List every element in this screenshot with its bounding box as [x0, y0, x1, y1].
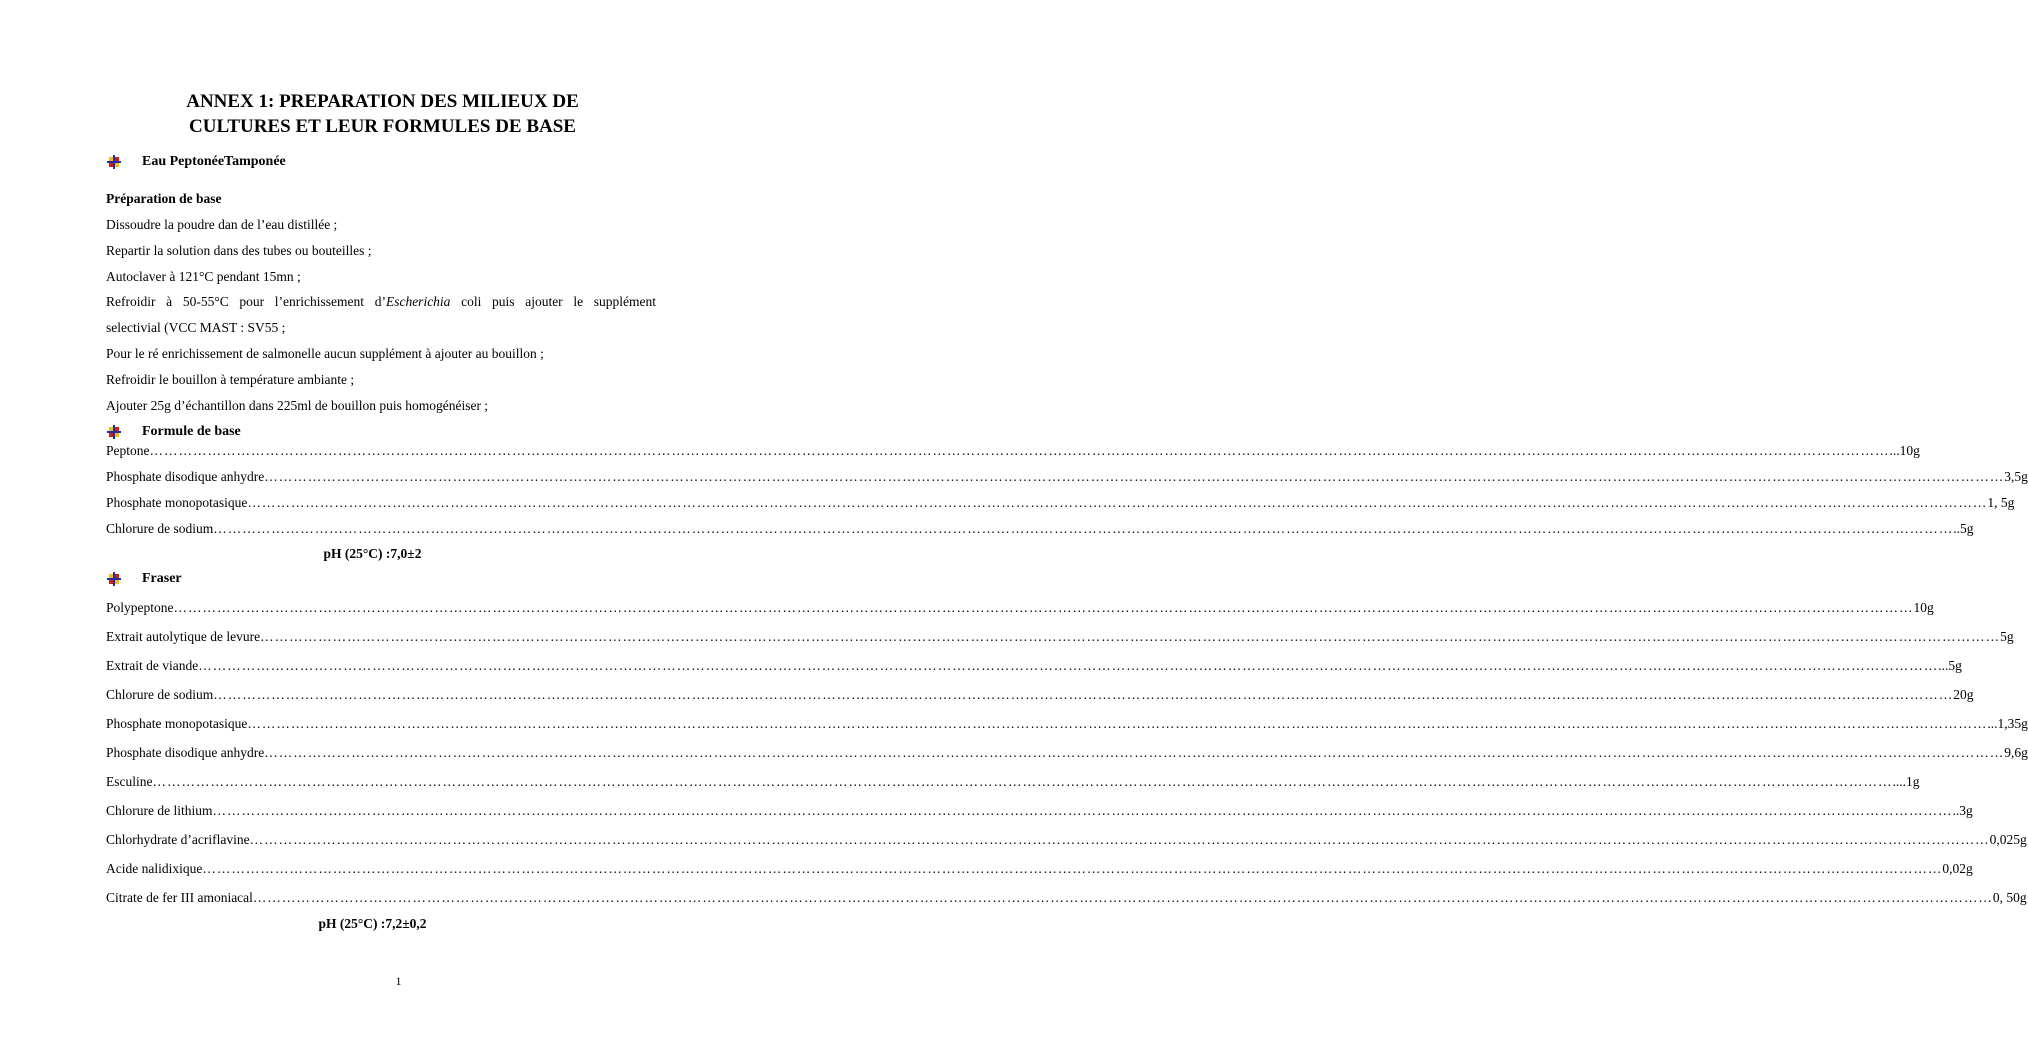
formula-row — [106, 600, 1934, 616]
ingredient-quantity: ...5g — [1938, 658, 1962, 673]
dot-leader: ……………………………………………………………………………………………………………………………………………………………………………………………………………………………………………………………………………………………………………………………… — [202, 861, 1943, 876]
ingredient-quantity: ...10g — [1889, 443, 1920, 458]
ingredient-name: Peptone — [106, 443, 150, 458]
dot-leader: ……………………………………………………………………………………………………………………………………………………………………………………………………………………………………………………………………………………………………………………………… — [173, 600, 1914, 615]
ingredient-quantity: ..5g — [1953, 521, 1974, 536]
section-heading-eau-peptonee — [107, 154, 286, 169]
ingredient-quantity: 20g — [1953, 687, 1974, 702]
ingredient-quantity: 0,025g — [1989, 832, 2027, 847]
formula-row — [106, 890, 2027, 906]
page-title — [0, 89, 745, 139]
dot-leader: ……………………………………………………………………………………………………………………………………………………………………………………………………………………………………………………………………………………………………………………………… — [249, 832, 1990, 847]
prep-step-4-before: Refroidir à 50-55°C pour l’enrichissement d’ — [106, 294, 386, 309]
dot-leader: ……………………………………………………………………………………………………………………………………………………………………………………………………………………………………………………………………………………………………………………………… — [252, 890, 1993, 905]
section-heading-fraser — [107, 571, 182, 586]
formula-row — [106, 774, 1920, 790]
ph-value-1: pH (25°C) :7,0±2 — [323, 546, 422, 561]
formula-row — [106, 687, 1974, 703]
prep-step-5: Pour le ré enrichissement de salmonelle aucun supplément à ajouter au bouillon ; — [106, 346, 544, 361]
ingredient-quantity: 3,5g — [2004, 469, 2028, 484]
prep-step-7: Ajouter 25g d’échantillon dans 225ml de bouillon puis homogénéiser ; — [106, 398, 489, 413]
formula-row — [106, 521, 1974, 537]
ingredient-name: Polypeptone — [106, 600, 174, 615]
formula-row — [106, 495, 2015, 511]
ph-value-2: pH (25°C) :7,2±0,2 — [318, 916, 427, 931]
formula-heading — [107, 424, 241, 439]
prep-step-3: Autoclaver à 121°C pendant 15mn ; — [106, 269, 301, 284]
formula-row — [106, 629, 2014, 645]
dot-leader: ……………………………………………………………………………………………………………………………………………………………………………………………………………………………………………………………………………………………………………………………… — [247, 495, 1988, 510]
ingredient-name: Phosphate monopotasique — [106, 495, 248, 510]
ingredient-name: Chlorure de sodium — [106, 687, 214, 702]
ingredient-quantity: ...1,35g — [1987, 716, 2028, 731]
ingredient-name: Esculine — [106, 774, 153, 789]
ingredient-name: Acide nalidixique — [106, 861, 203, 876]
formula-row — [106, 832, 2027, 848]
ingredient-quantity: 10g — [1913, 600, 1934, 615]
formula-row — [106, 745, 2028, 761]
dot-leader: ……………………………………………………………………………………………………………………………………………………………………………………………………………………………………………………………………………………………………………………………… — [198, 658, 1939, 673]
formula-row — [106, 469, 2028, 485]
section-heading-label: Fraser — [142, 571, 182, 586]
ingredient-name: Phosphate monopotasique — [106, 716, 248, 731]
ingredient-name: Extrait de viande — [106, 658, 199, 673]
formula-heading-label: Formule de base — [142, 424, 241, 439]
ingredient-name: Extrait autolytique de levure — [106, 629, 261, 644]
prep-step-2: Repartir la solution dans des tubes ou bouteilles ; — [106, 243, 372, 258]
ingredient-name: Chlorure de sodium — [106, 521, 214, 536]
ingredient-quantity: 1, 5g — [1987, 495, 2015, 510]
formula-row — [106, 861, 1973, 877]
dot-leader: ……………………………………………………………………………………………………………………………………………………………………………………………………………………………………………………………………………………………………………………………… — [260, 629, 2001, 644]
bullet-icon — [107, 572, 121, 586]
dot-leader: ……………………………………………………………………………………………………………………………………………………………………………………………………………………………………………………………………………………………………………………………… — [212, 803, 1953, 818]
formula-row — [106, 443, 1920, 459]
page-number: 1 — [395, 974, 402, 988]
prep-step-4 — [106, 294, 656, 310]
ingredient-name: Citrate de fer III amoniacal — [106, 890, 253, 905]
dot-leader: ……………………………………………………………………………………………………………………………………………………………………………………………………………………………………………………………………………………………………………………………… — [247, 716, 1988, 731]
ingredient-name: Chlorhydrate d’acriflavine — [106, 832, 250, 847]
ingredient-quantity: ..3g — [1952, 803, 1973, 818]
dot-leader: ……………………………………………………………………………………………………………………………………………………………………………………………………………………………………………………………………………………………………………………………… — [213, 521, 1954, 536]
dot-leader: ……………………………………………………………………………………………………………………………………………………………………………………………………………………………………………………………………………………………………………………………… — [149, 443, 1890, 458]
dot-leader: ……………………………………………………………………………………………………………………………………………………………………………………………………………………………………………………………………………………………………………………………… — [264, 745, 2005, 760]
prep-heading: Préparation de base — [106, 191, 222, 206]
ingredient-quantity: 5g — [2000, 629, 2014, 644]
formula-row — [106, 716, 2028, 732]
prep-step-6: Refroidir le bouillon à température ambiante ; — [106, 372, 355, 387]
dot-leader: ……………………………………………………………………………………………………………………………………………………………………………………………………………………………………………………………………………………………………………………………… — [264, 469, 2005, 484]
prep-step-4-continued: selectivial (VCC MAST : SV55 ; — [106, 320, 286, 335]
ingredient-name: Phosphate disodique anhydre — [106, 469, 265, 484]
ingredient-quantity: 0, 50g — [1992, 890, 2027, 905]
title-line-1: ANNEX 1: PREPARATION DES MILIEUX DE — [186, 91, 579, 112]
title-line-2: CULTURES ET LEUR FORMULES DE BASE — [189, 116, 576, 137]
dot-leader: ……………………………………………………………………………………………………………………………………………………………………………………………………………………………………………………………………………………………………………………………… — [152, 774, 1893, 789]
ingredient-quantity: ....1g — [1892, 774, 1920, 789]
formula-row — [106, 803, 1973, 819]
dot-leader: ……………………………………………………………………………………………………………………………………………………………………………………………………………………………………………………………………………………………………………………………… — [213, 687, 1954, 702]
ingredient-quantity: 9,6g — [2004, 745, 2028, 760]
prep-step-1: Dissoudre la poudre dan de l’eau distillée ; — [106, 217, 338, 232]
ingredient-name: Chlorure de lithium — [106, 803, 213, 818]
bullet-icon — [107, 155, 121, 169]
bullet-icon — [107, 425, 121, 439]
formula-row — [106, 658, 1962, 674]
prep-step-4-after: coli puis ajouter le supplément — [450, 294, 657, 309]
ingredient-name: Phosphate disodique anhydre — [106, 745, 265, 760]
ingredient-quantity: 0,02g — [1942, 861, 1973, 876]
section-heading-label: Eau PeptonéeTamponée — [142, 154, 286, 169]
prep-step-4-italic: Escherichia — [385, 294, 451, 309]
